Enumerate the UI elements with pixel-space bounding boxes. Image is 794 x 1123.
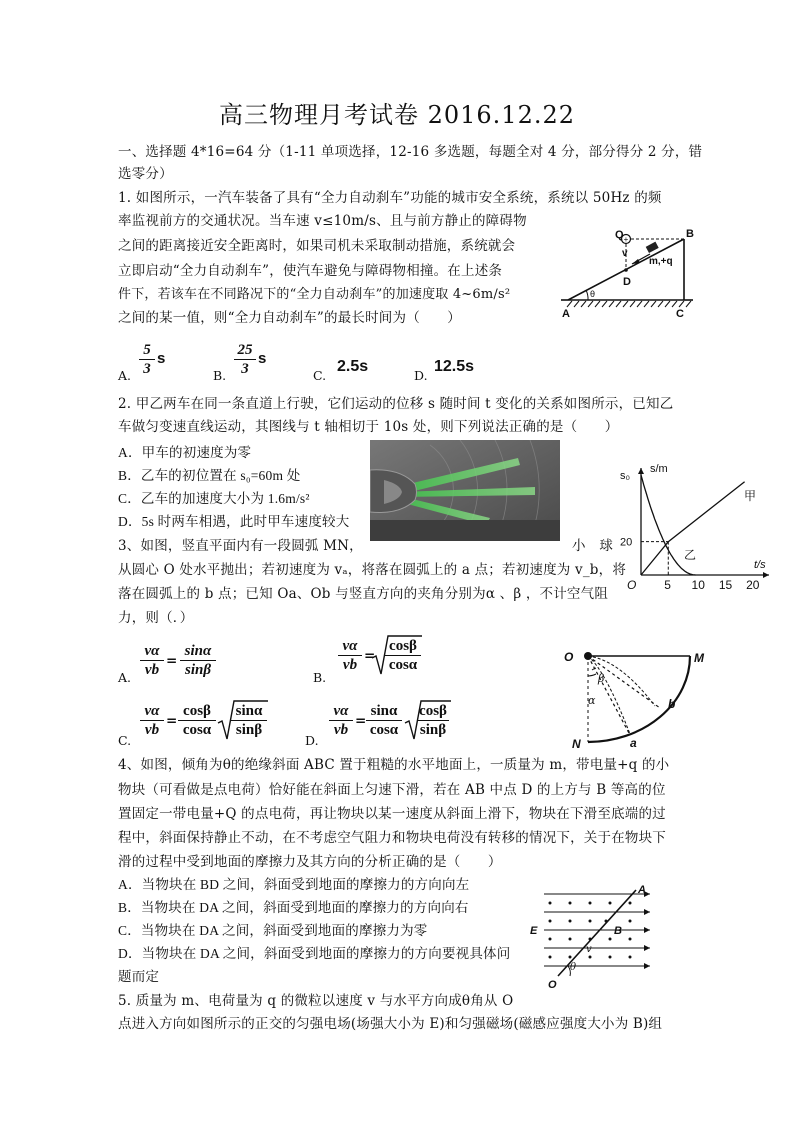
q1-fig-label-mq: m,+q <box>649 256 673 267</box>
q1-option-b-fraction <box>234 342 256 377</box>
q3-line-1-right: 小 球 <box>572 538 614 554</box>
q1-option-a-letter: A. <box>118 368 132 383</box>
q3-c-lhs-num: vα <box>144 703 160 719</box>
chart-x-label: t/s <box>754 559 766 571</box>
q3-a-lhs-den: vb <box>144 662 160 678</box>
q5-line-2: 点进入方向如图所示的正交的匀强电场(场强大小为 E)和匀强磁场(磁感应强度大小为 B)组 <box>118 1016 663 1032</box>
chart-series-yi-label: 乙 <box>684 548 697 562</box>
q3-d-num1: sinα <box>370 703 398 719</box>
q3-b-num: cosβ <box>389 638 417 654</box>
q3-c-lhs-den: vb <box>144 722 160 738</box>
q3-option-c-rhs1 <box>178 703 216 738</box>
q3-a-den: sinβ <box>184 662 212 678</box>
q1-line-6: 之间的某一值，则“全力自动刹车”的最长时间为（ ） <box>118 310 462 326</box>
q1-line-3: 之间的距离接近安全距离时，如果司机未采取制动措施，系统就会 <box>118 238 516 254</box>
q3-d-lhs-den: vb <box>333 722 349 738</box>
q5-fig-label-a: A <box>638 884 646 896</box>
chart-series-jia-label: 甲 <box>744 489 757 503</box>
q1-fig-label-d: D <box>623 276 631 288</box>
q1-option-d-value: 12.5s <box>434 358 475 375</box>
q3-d-num2: cosβ <box>419 703 447 719</box>
q3-line-1: 3、如图，竖直平面内有一段圆弧 MN， <box>118 538 363 554</box>
q1-line-5: 件下，若该车在不同路况下的“全力自动刹车”的加速度取 4~6m/s² <box>118 287 511 302</box>
q3-c-den2: sinβ <box>235 722 263 738</box>
q3-fig-label-n: N <box>572 737 581 750</box>
q3-a-equals: = <box>166 653 178 669</box>
chart-y-label: s/m <box>650 463 668 475</box>
q3-b-equals: = <box>364 648 376 664</box>
q3-c-num2: sinα <box>235 703 263 719</box>
q3-b-lhs-num: vα <box>342 638 358 654</box>
q3-d-den2: sinβ <box>419 722 447 738</box>
q3-option-b-letter: B. <box>313 670 327 685</box>
q1-option-a-fraction <box>139 342 155 377</box>
q3-d-den1: cosα <box>369 722 399 738</box>
q4-option-b: B．当物块在 DA 之间，斜面受到地面的摩擦力的方向向右 <box>118 900 469 915</box>
chart-x-tick-label: 15 <box>718 578 733 592</box>
q4-line-4: 程中，斜面保持静止不动，在不考虑空气阻力和物块电荷没有转移的情况下，关于在物块下 <box>118 830 666 846</box>
q1-option-b-num: 25 <box>237 342 253 358</box>
q1-line-1: 1. 如图所示，一汽车装备了具有“全力自动刹车”功能的城市安全系统，系统以 50Hz 的频 <box>118 190 662 206</box>
car-radar-photo <box>370 440 560 541</box>
q3-line-4: 力，则（．） <box>118 610 194 626</box>
q4-option-d-line-2: 题而定 <box>118 969 160 985</box>
q5-fig-label-o: O <box>548 979 557 990</box>
q1-option-b-letter: B. <box>213 368 227 383</box>
q3-fig-label-alpha: α <box>588 694 596 707</box>
q3-c-den1: cosα <box>182 722 212 738</box>
page-title: 高三物理月考试卷 2016.12.22 <box>218 101 576 129</box>
q3-d-equals: = <box>355 713 367 729</box>
q3-fig-label-a: a <box>630 736 637 750</box>
q3-option-a-rhs <box>180 643 216 678</box>
s-t-chart <box>614 460 774 595</box>
q1-option-a-num: 5 <box>143 342 151 358</box>
q4-line-5: 滑的过程中受到地面的摩擦力及其方向的分析正确的是（ ） <box>118 854 502 870</box>
q3-b-den: cosα <box>388 657 418 673</box>
q3-line-3: 落在圆弧上的 b 点；已知 Oa、Ob 与竖直方向的夹角分别为α 、β ，不计空气阻 <box>118 586 609 602</box>
q4-line-3: 置固定一带电量+Q 的点电荷，再让物块以某一速度从斜面上滑下，物块在下滑至底端的过 <box>118 806 666 822</box>
q1-option-d-letter: D. <box>414 368 428 383</box>
q1-line-2: 率监视前方的交通状况。当车速 v≤10m/s、且与前方静止的障碍物 <box>118 213 527 229</box>
chart-y-tick-label: s₀ <box>620 470 631 482</box>
q4-option-a: A．当物块在 BD 之间，斜面受到地面的摩擦力的方向向左 <box>118 877 470 892</box>
q4-option-c: C．当物块在 DA 之间，斜面受到地面的摩擦力为零 <box>118 923 428 938</box>
q3-option-c-letter: C. <box>118 733 132 748</box>
q3-arc-figure <box>560 640 710 750</box>
q2-option-b: B．乙车的初位置在 s₀=60m 处 <box>118 468 301 483</box>
chart-y-tick-label: 20 <box>620 536 633 549</box>
q5-field-figure <box>528 884 653 990</box>
q1-fig-label-a: A <box>562 308 570 320</box>
q4-option-d-line-1: D．当物块在 DA 之间，斜面受到地面的摩擦力的方向要视具体问 <box>118 946 511 961</box>
chart-x-tick-label: 5 <box>664 578 671 592</box>
section-header-line-1: 一、选择题 4*16=64 分（1-11 单项选择，12-16 多选题，每题全对 4 分，部分得分 2 分，错 <box>118 144 703 160</box>
q3-option-d-letter: D. <box>305 733 319 748</box>
section-header-line-2: 选零分） <box>118 166 173 182</box>
q2-option-c: C．乙车的加速度大小为 1.6m/s² <box>118 491 310 506</box>
q1-option-b-den: 3 <box>241 361 249 377</box>
q1-fig-label-b: B <box>686 228 694 240</box>
q1-fig-label-c: C <box>676 308 684 320</box>
q5-line-1: 5. 质量为 m、电荷量为 q 的微粒以速度 v 与水平方向成θ角从 O <box>118 993 514 1009</box>
q4-line-1: 4、如图，倾角为θ的绝缘斜面 ABC 置于粗糙的水平地面上，一质量为 m，带电量+q 的小 <box>118 757 670 773</box>
q3-a-num: sinα <box>184 643 212 659</box>
q3-fig-label-m: M <box>694 651 704 665</box>
q3-fig-label-o: O <box>564 650 574 664</box>
q3-option-a-lhs <box>140 643 164 678</box>
q3-option-c-lhs <box>140 703 164 738</box>
q3-option-d-rhs1 <box>366 703 402 738</box>
q1-fig-label-v: v <box>622 248 628 259</box>
chart-x-tick-label: 10 <box>691 578 705 592</box>
q3-c-num1: cosβ <box>183 703 211 719</box>
q3-d-lhs-num: vα <box>333 703 349 719</box>
q1-fig-label-q: Q <box>615 229 624 241</box>
q2-line-2: 车做匀变速直线运动，其图线与 t 轴相切于 10s 处，则下列说法正确的是（ ） <box>118 419 619 435</box>
q3-fig-label-b: b <box>668 697 676 711</box>
q1-incline-figure <box>558 224 708 322</box>
q3-option-a-letter: A. <box>118 670 132 685</box>
q2-line-1: 2. 甲乙两车在同一条直道上行驶，它们运动的位移 s 随时间 t 变化的关系如图所示，已知乙 <box>118 396 674 412</box>
q3-a-lhs-num: vα <box>144 643 160 659</box>
q1-option-c-value: 2.5s <box>337 358 369 375</box>
q2-option-d: D．5s 时两车相遇，此时甲车速度较大 <box>118 514 350 529</box>
q3-fig-label-beta: β <box>598 672 605 685</box>
q1-option-c-letter: C. <box>313 368 327 383</box>
q3-c-equals: = <box>166 713 178 729</box>
q1-option-a-den: 3 <box>143 361 151 377</box>
q3-option-c-rhs2 <box>231 703 267 738</box>
q1-option-b-unit: s <box>258 350 267 367</box>
q3-b-lhs-den: vb <box>342 657 358 673</box>
q3-option-b-lhs <box>338 638 362 673</box>
q5-fig-label-b: B <box>614 925 622 937</box>
q1-line-4: 立即启动“全力自动刹车”，使汽车避免与障碍物相撞。在上述条 <box>118 263 503 279</box>
q3-option-d-rhs2 <box>417 703 449 738</box>
svg-text:+: + <box>623 235 629 244</box>
q3-line-2: 从圆心 O 处水平抛出；若初速度为 vₐ，将落在圆弧上的 a 点；若初速度为 v_b，将 <box>118 562 627 578</box>
q2-option-a: A．甲车的初速度为零 <box>118 445 252 460</box>
chart-x-tick-label: 20 <box>746 578 760 592</box>
q4-line-2: 物块（可看做是点电荷）恰好能在斜面上匀速下滑，若在 AB 中点 D 的上方与 B 等高的位 <box>118 782 666 798</box>
q1-fig-label-theta: θ <box>590 289 596 299</box>
q3-option-b-rhs <box>385 638 421 673</box>
q3-option-d-lhs <box>329 703 353 738</box>
chart-x-tick-label: O <box>627 578 637 592</box>
q5-fig-label-e: E <box>530 925 538 937</box>
q5-fig-label-v: v <box>586 944 592 955</box>
q5-fig-label-theta: θ <box>570 962 577 973</box>
q1-option-a-unit: s <box>157 350 166 367</box>
